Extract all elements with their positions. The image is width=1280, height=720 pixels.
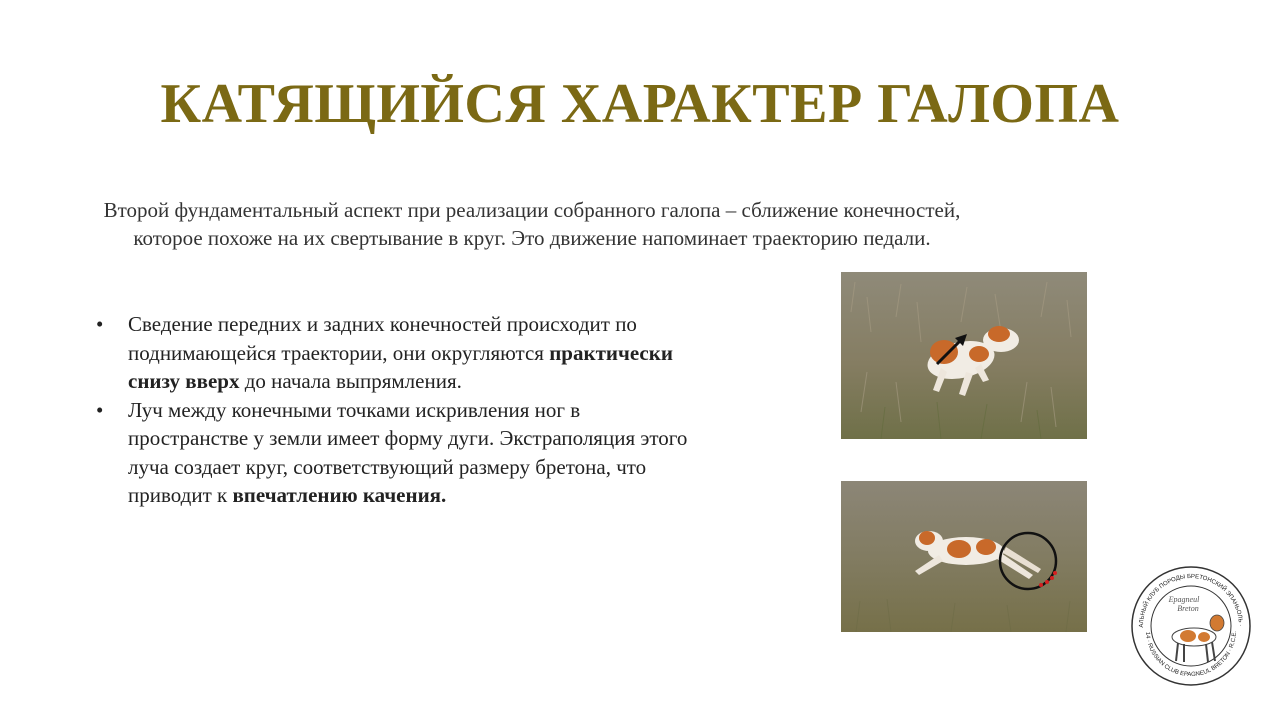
dog-gallop-photo-arrow — [841, 272, 1087, 439]
intro-paragraph: Второй фундаментальный аспект при реализации собранного галопа – сближение конечностей, которое похоже на их свертывание в круг. Это движение напоминает траекторию педали. — [103, 198, 961, 250]
slide-title: КАТЯЩИЙСЯ ХАРАКТЕР ГАЛОПА — [160, 73, 1120, 135]
bullet-text: Сведение передних и задних конечностей происходит по поднимающейся траектории, они округляются — [128, 312, 637, 365]
bullet-bold-text: практически снизу вверх — [128, 340, 673, 393]
logo-text-bottom: 14 · RUSSIAN CLUB EPAGNEUL BRETON · R.C.E. — [1143, 630, 1239, 679]
bullet-item — [96, 396, 696, 510]
logo-script-2: Breton — [1177, 604, 1199, 613]
bullet-bold-text: впечатлению качения. — [232, 483, 447, 507]
bullet-item — [96, 310, 696, 396]
bullet-dot: • — [96, 397, 104, 422]
club-logo — [1130, 565, 1252, 687]
logo-script-1: Epagneul — [1168, 595, 1200, 604]
bullet-text: Луч между конечными точками искривления ног в пространстве у земли имеет форму дуги. Экстраполяция этого луча создает круг, соответствующий размеру бретона, что приводит к — [128, 397, 688, 507]
bullet-list — [96, 310, 696, 510]
dog-gallop-photo-circle — [841, 481, 1087, 632]
bullet-dot: • — [96, 312, 104, 336]
logo-text-top: АЛЬНЫЙ КЛУБ ПОРОДЫ БРЕТОНСКИЙ ЭПАНЬОЛЬ · — [1138, 573, 1244, 628]
bullet-text-end: до начала выпрямления. — [239, 369, 462, 393]
